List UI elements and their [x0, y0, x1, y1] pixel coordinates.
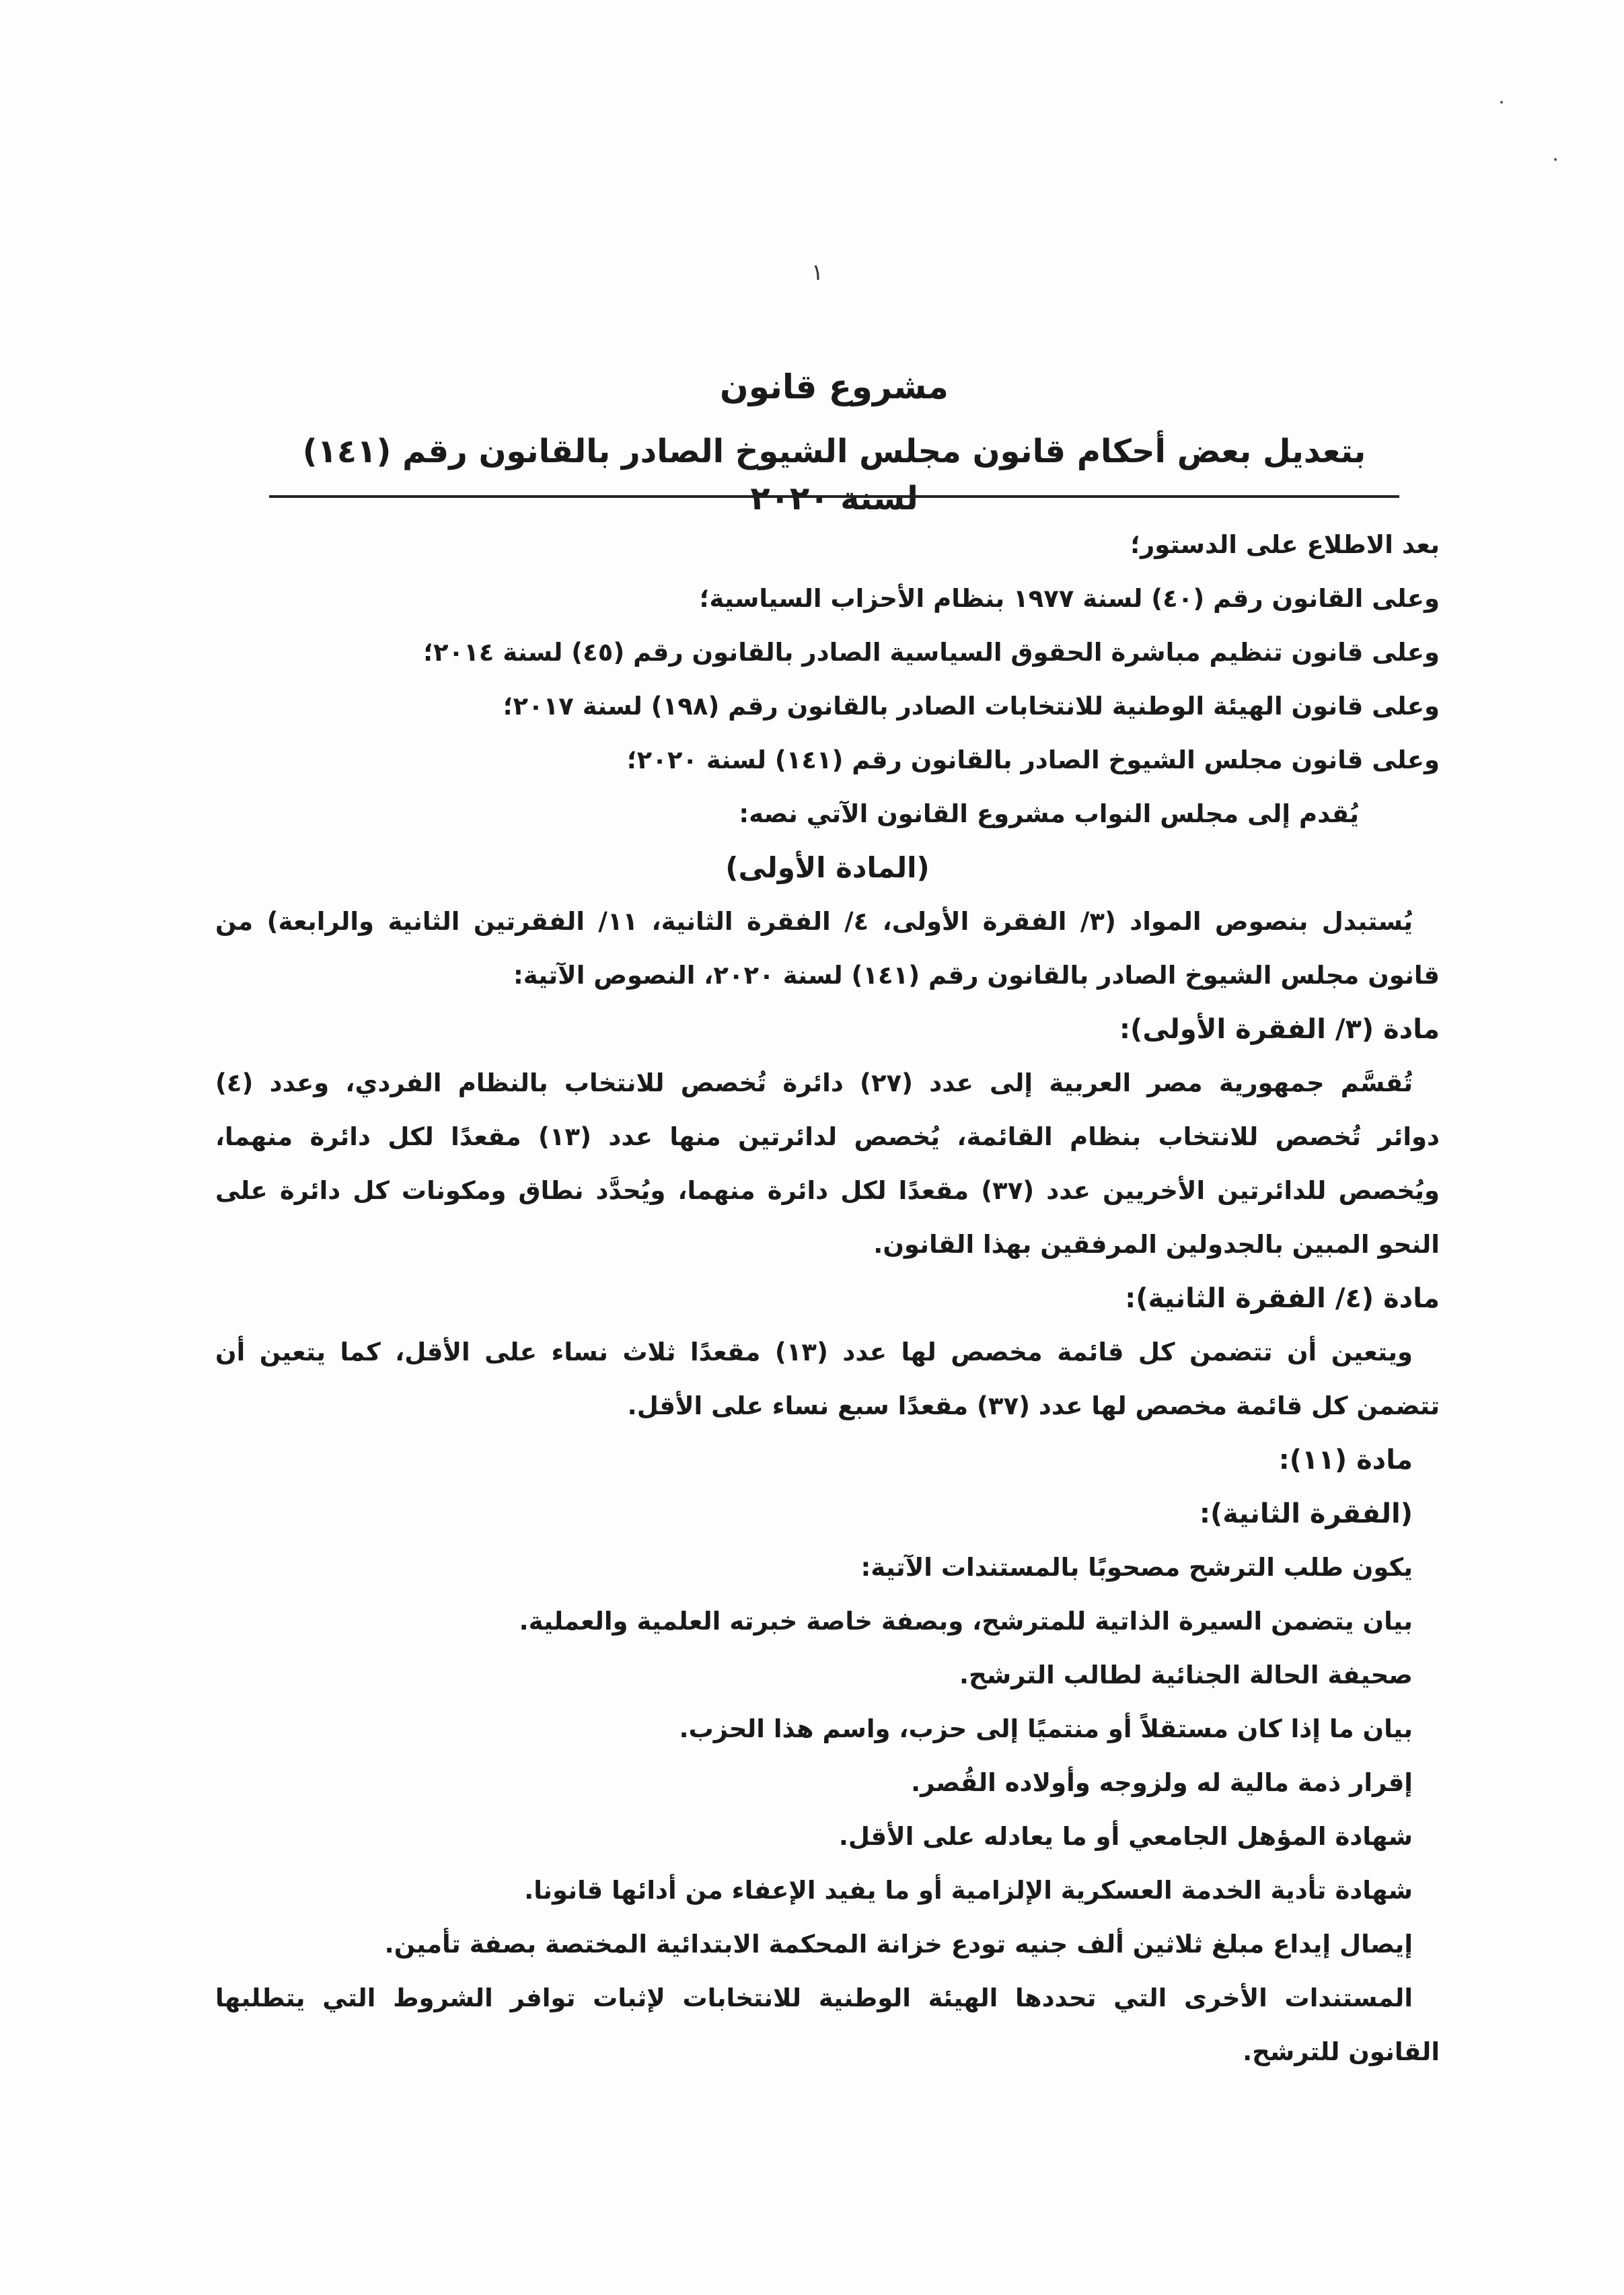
article-11-sub-heading: (الفقرة الثانية): — [1199, 1498, 1413, 1529]
document-body — [215, 518, 1440, 2079]
article-one-text: قانون مجلس الشيوخ الصادر بالقانون رقم (١٤١) لسنة ٢٠٢٠، النصوص الآتية: — [513, 961, 1440, 990]
preamble-line: وعلى قانون مجلس الشيوخ الصادر بالقانون رقم (١٤١) لسنة ٢٠٢٠؛ — [626, 745, 1440, 774]
article-4-text: تتضمن كل قائمة مخصص لها عدد (٣٧) مقعدًا سبع نساء على الأقل. — [627, 1391, 1440, 1420]
preamble-line: وعلى قانون الهيئة الوطنية للانتخابات الصادر بالقانون رقم (١٩٨) لسنة ٢٠١٧؛ — [503, 692, 1440, 721]
article-3-text: النحو المبين بالجدولين المرفقين بهذا القانون. — [873, 1230, 1440, 1259]
preamble-line: وعلى قانون تنظيم مباشرة الحقوق السياسية الصادر بالقانون رقم (٤٥) لسنة ٢٠١٤؛ — [423, 638, 1440, 667]
article-3-text: تُقسَّم جمهورية مصر العربية إلى عدد (٢٧) دائرة تُخصص للانتخاب بالنظام الفردي، وعدد (٤) — [215, 1068, 1413, 1097]
preamble-line: وعلى القانون رقم (٤٠) لسنة ١٩٧٧ بنظام الأحزاب السياسية؛ — [699, 584, 1440, 613]
article-11-item: صحيفة الحالة الجنائية لطالب الترشح. — [959, 1661, 1413, 1689]
article-3-text: دوائر تُخصص للانتخاب بنظام القائمة، يُخصص لدائرتين منها عدد (١٣) مقعدًا لكل دائرة منهما، — [215, 1122, 1440, 1151]
article-4-heading: مادة (٤/ الفقرة الثانية): — [1125, 1283, 1440, 1314]
submission-line: يُقدم إلى مجلس النواب مشروع القانون الآتي نصه: — [739, 799, 1359, 828]
article-11-item: بيان ما إذا كان مستقلاً أو منتميًا إلى حزب، واسم هذا الحزب. — [679, 1714, 1413, 1743]
title-divider — [269, 495, 1399, 498]
article-one-text: يُستبدل بنصوص المواد (٣/ الفقرة الأولى، ٤/ الفقرة الثانية، ١١/ الفقرتين الثانية والرابعة) من — [215, 907, 1413, 936]
article-11-item: إيصال إيداع مبلغ ثلاثين ألف جنيه تودع خزانة المحكمة الابتدائية المختصة بصفة تأمين. — [384, 1930, 1413, 1959]
preamble-line: بعد الاطلاع على الدستور؛ — [1130, 530, 1440, 559]
document-title: مشروع قانون — [720, 367, 949, 406]
article-11-item: شهادة تأدية الخدمة العسكرية الإلزامية أو ما يفيد الإعفاء من أدائها قانونا. — [524, 1876, 1413, 1905]
document-subtitle: بتعديل بعض أحكام قانون مجلس الشيوخ الصادر بالقانون رقم (١٤١) لسنة ٢٠٢٠ — [302, 433, 1366, 517]
article-11-item: شهادة المؤهل الجامعي أو ما يعادله على الأقل. — [838, 1822, 1413, 1851]
scan-speck — [1500, 101, 1503, 104]
article-11-heading: مادة (١١): — [1278, 1445, 1413, 1476]
article-3-text: ويُخصص للدائرتين الأخريين عدد (٣٧) مقعدًا لكل دائرة منهما، ويُحدَّد نطاق ومكونات كل دائرة على — [215, 1176, 1440, 1205]
article-4-text: ويتعين أن تتضمن كل قائمة مخصص لها عدد (١٣) مقعدًا ثلاث نساء على الأقل، كما يتعين أن — [215, 1338, 1413, 1367]
article-3-heading: مادة (٣/ الفقرة الأولى): — [1119, 1014, 1440, 1045]
scan-speck — [1554, 158, 1557, 161]
article-one-heading: (المادة الأولى) — [725, 851, 930, 884]
article-11-item: القانون للترشح. — [1243, 2037, 1440, 2066]
article-11-item: بيان يتضمن السيرة الذاتية للمترشح، وبصفة خاصة خبرته العلمية والعملية. — [519, 1607, 1413, 1636]
page-number: ١ — [811, 259, 824, 286]
article-11-item: يكون طلب الترشح مصحوبًا بالمستندات الآتية: — [860, 1553, 1413, 1582]
title-block — [283, 363, 1386, 522]
article-11-item: إقرار ذمة مالية له ولزوجه وأولاده القُصر. — [911, 1768, 1413, 1797]
article-11-item: المستندات الأخرى التي تحددها الهيئة الوطنية للانتخابات لإثبات توافر الشروط التي يتطلبها — [215, 1983, 1413, 2012]
